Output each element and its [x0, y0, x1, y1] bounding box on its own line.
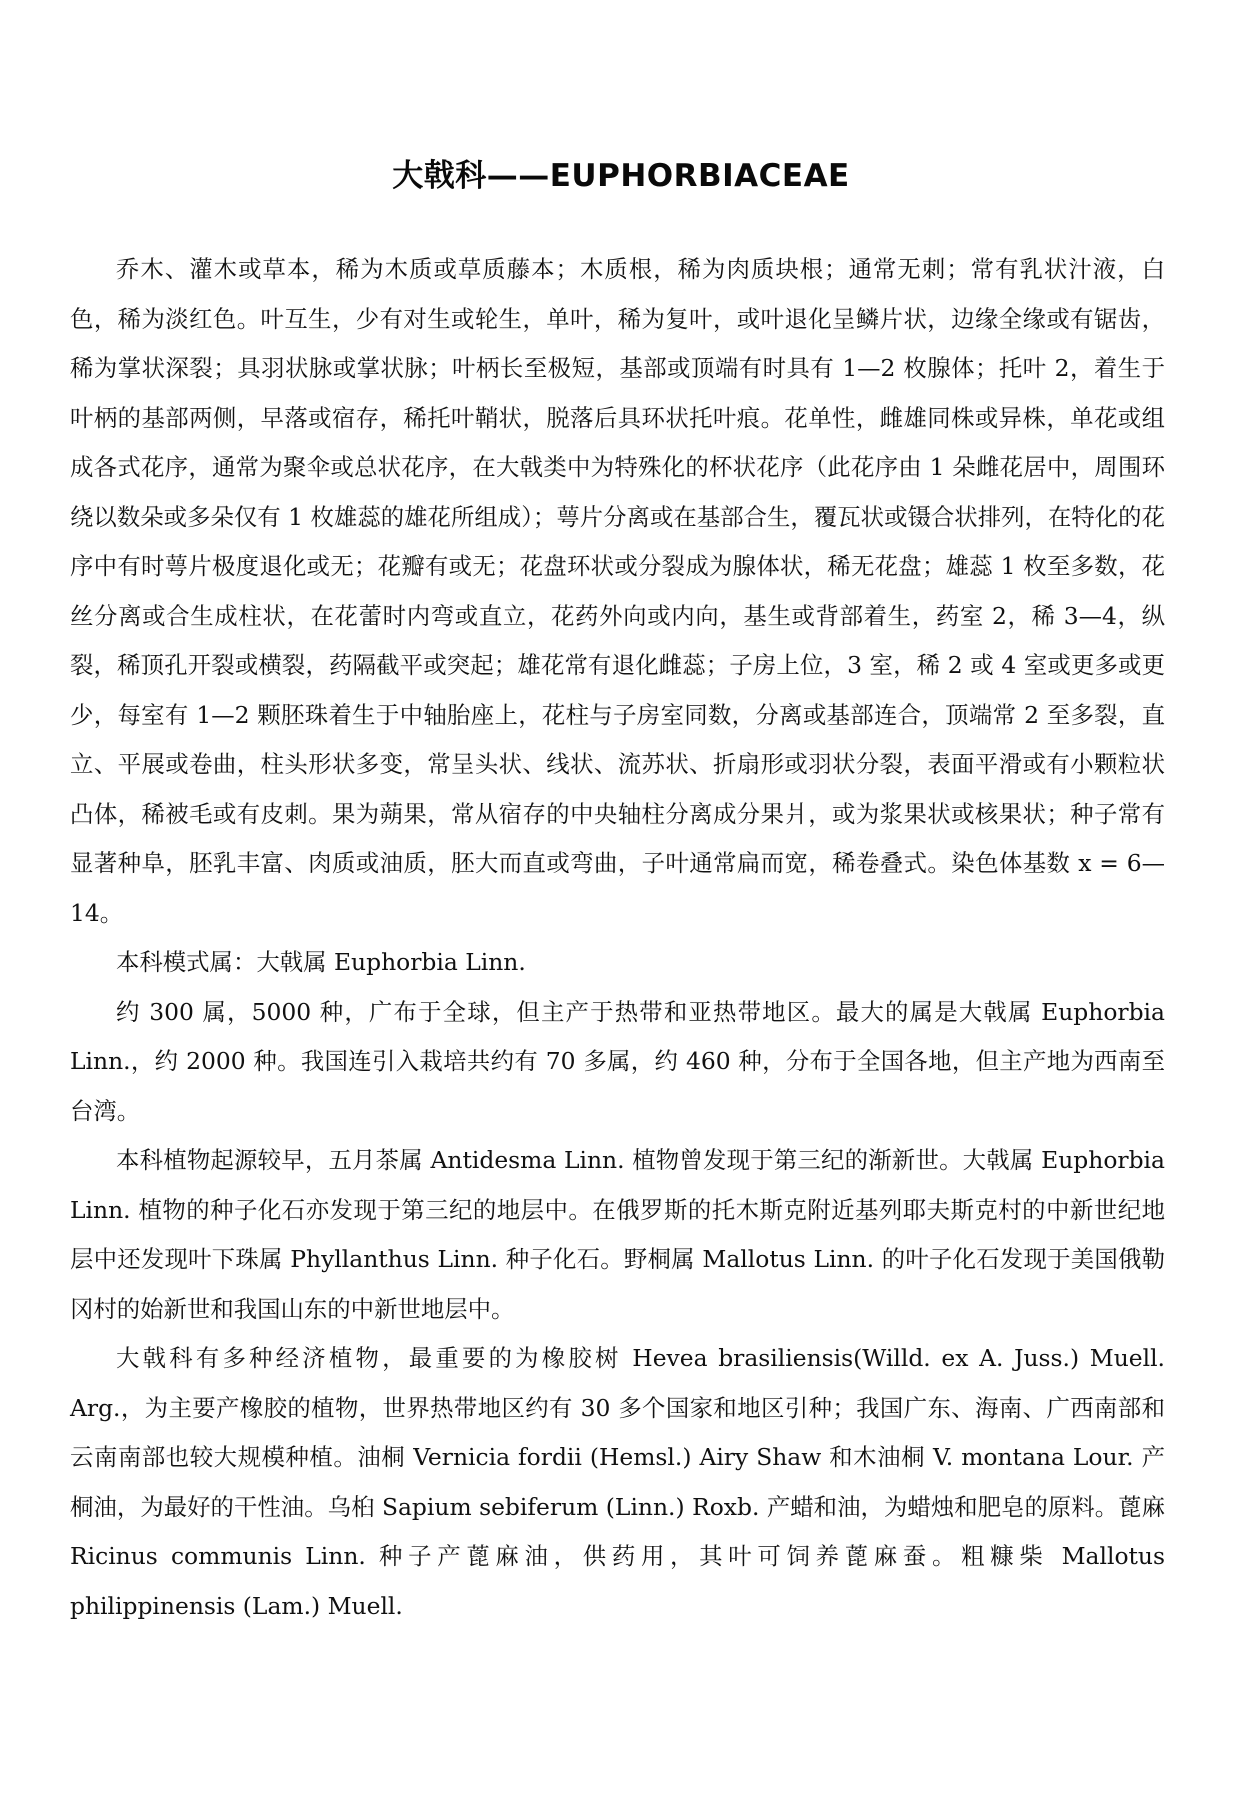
paragraph-distribution: 约 300 属，5000 种，广布于全球，但主产于热带和亚热带地区。最大的属是大戟属 Euphorbia Linn.，约 2000 种。我国连引入栽培共约有 70 多属，约 460 种，分布于全国各地，但主产地为西南至台湾。 [70, 997, 1165, 1125]
page-title: 大戟科——EUPHORBIACEAE [392, 158, 850, 194]
paragraph-fossil-record: 本科植物起源较早，五月茶属 Antidesma Linn. 植物曾发现于第三纪的渐新世。大戟属 Euphorbia Linn. 植物的种子化石亦发现于第三纪的地层中。在俄罗斯的托木斯克附近基列耶夫斯克村的中新世纪地层中还发现叶下珠属 Phyllanthus Linn. 种子化石。野桐属 Mallotus Linn. 的叶子化石发现于美国俄勒冈村的始新世和我国山东的中新世地层中。 [70, 1146, 1165, 1323]
body-text [70, 245, 1165, 1631]
paragraph-economic-plants: 大戟科有多种经济植物，最重要的为橡胶树 Hevea brasiliensis(Willd. ex A. Juss.) Muell. Arg.，为主要产橡胶的植物，世界热带地区约有 30 多个国家和地区引种；我国广东、海南、广西南部和云南南部也较大规模种植。油桐 Vernicia fordii (Hemsl.) Airy Shaw 和木油桐 V. montana Lour. 产桐油，为最好的干性油。乌桕 Sapium sebiferum (Linn.) Roxb. 产蜡和油，为蜡烛和肥皂的原料。蓖麻 Ricinus communis Linn. 种子产蓖麻油，供药用，其叶可饲养蓖麻蚕。粗糠柴 Mallotus philippinensis (Lam.) Muell. [70, 1344, 1165, 1620]
paragraph-type-genus: 本科模式属：大戟属 Euphorbia Linn. [116, 948, 526, 976]
paragraph-description: 乔木、灌木或草本，稀为木质或草质藤本；木质根，稀为肉质块根；通常无刺；常有乳状汁液，白色，稀为淡红色。叶互生，少有对生或轮生，单叶，稀为复叶，或叶退化呈鳞片状，边缘全缘或有锯齿，稀为掌状深裂；具羽状脉或掌状脉；叶柄长至极短，基部或顶端有时具有 1—2 枚腺体；托叶 2，着生于叶柄的基部两侧，早落或宿存，稀托叶鞘状，脱落后具环状托叶痕。花单性，雌雄同株或异株，单花或组成各式花序，通常为聚伞或总状花序，在大戟类中为特殊化的杯状花序（此花序由 1 朵雌花居中，周围环绕以数朵或多朵仅有 1 枚雄蕊的雄花所组成）；萼片分离或在基部合生，覆瓦状或镊合状排列，在特化的花序中有时萼片极度退化或无；花瓣有或无；花盘环状或分裂成为腺体状，稀无花盘；雄蕊 1 枚至多数，花丝分离或合生成柱状，在花蕾时内弯或直立，花药外向或内向，基生或背部着生，药室 2，稀 3—4，纵裂，稀顶孔开裂或横裂，药隔截平或突起；雄花常有退化雌蕊；子房上位，3 室，稀 2 或 4 室或更多或更少，每室有 1—2 颗胚珠着生于中轴胎座上，花柱与子房室同数，分离或基部连合，顶端常 2 至多裂，直立、平展或卷曲，柱头形状多变，常呈头状、线状、流苏状、折扇形或羽状分裂，表面平滑或有小颗粒状凸体，稀被毛或有皮刺。果为蒴果，常从宿存的中央轴柱分离成分果爿，或为浆果状或核果状；种子常有显著种阜，胚乳丰富、肉质或油质，胚大而直或弯曲，子叶通常扁而宽，稀卷叠式。染色体基数 x = 6—14。 [70, 255, 1165, 927]
